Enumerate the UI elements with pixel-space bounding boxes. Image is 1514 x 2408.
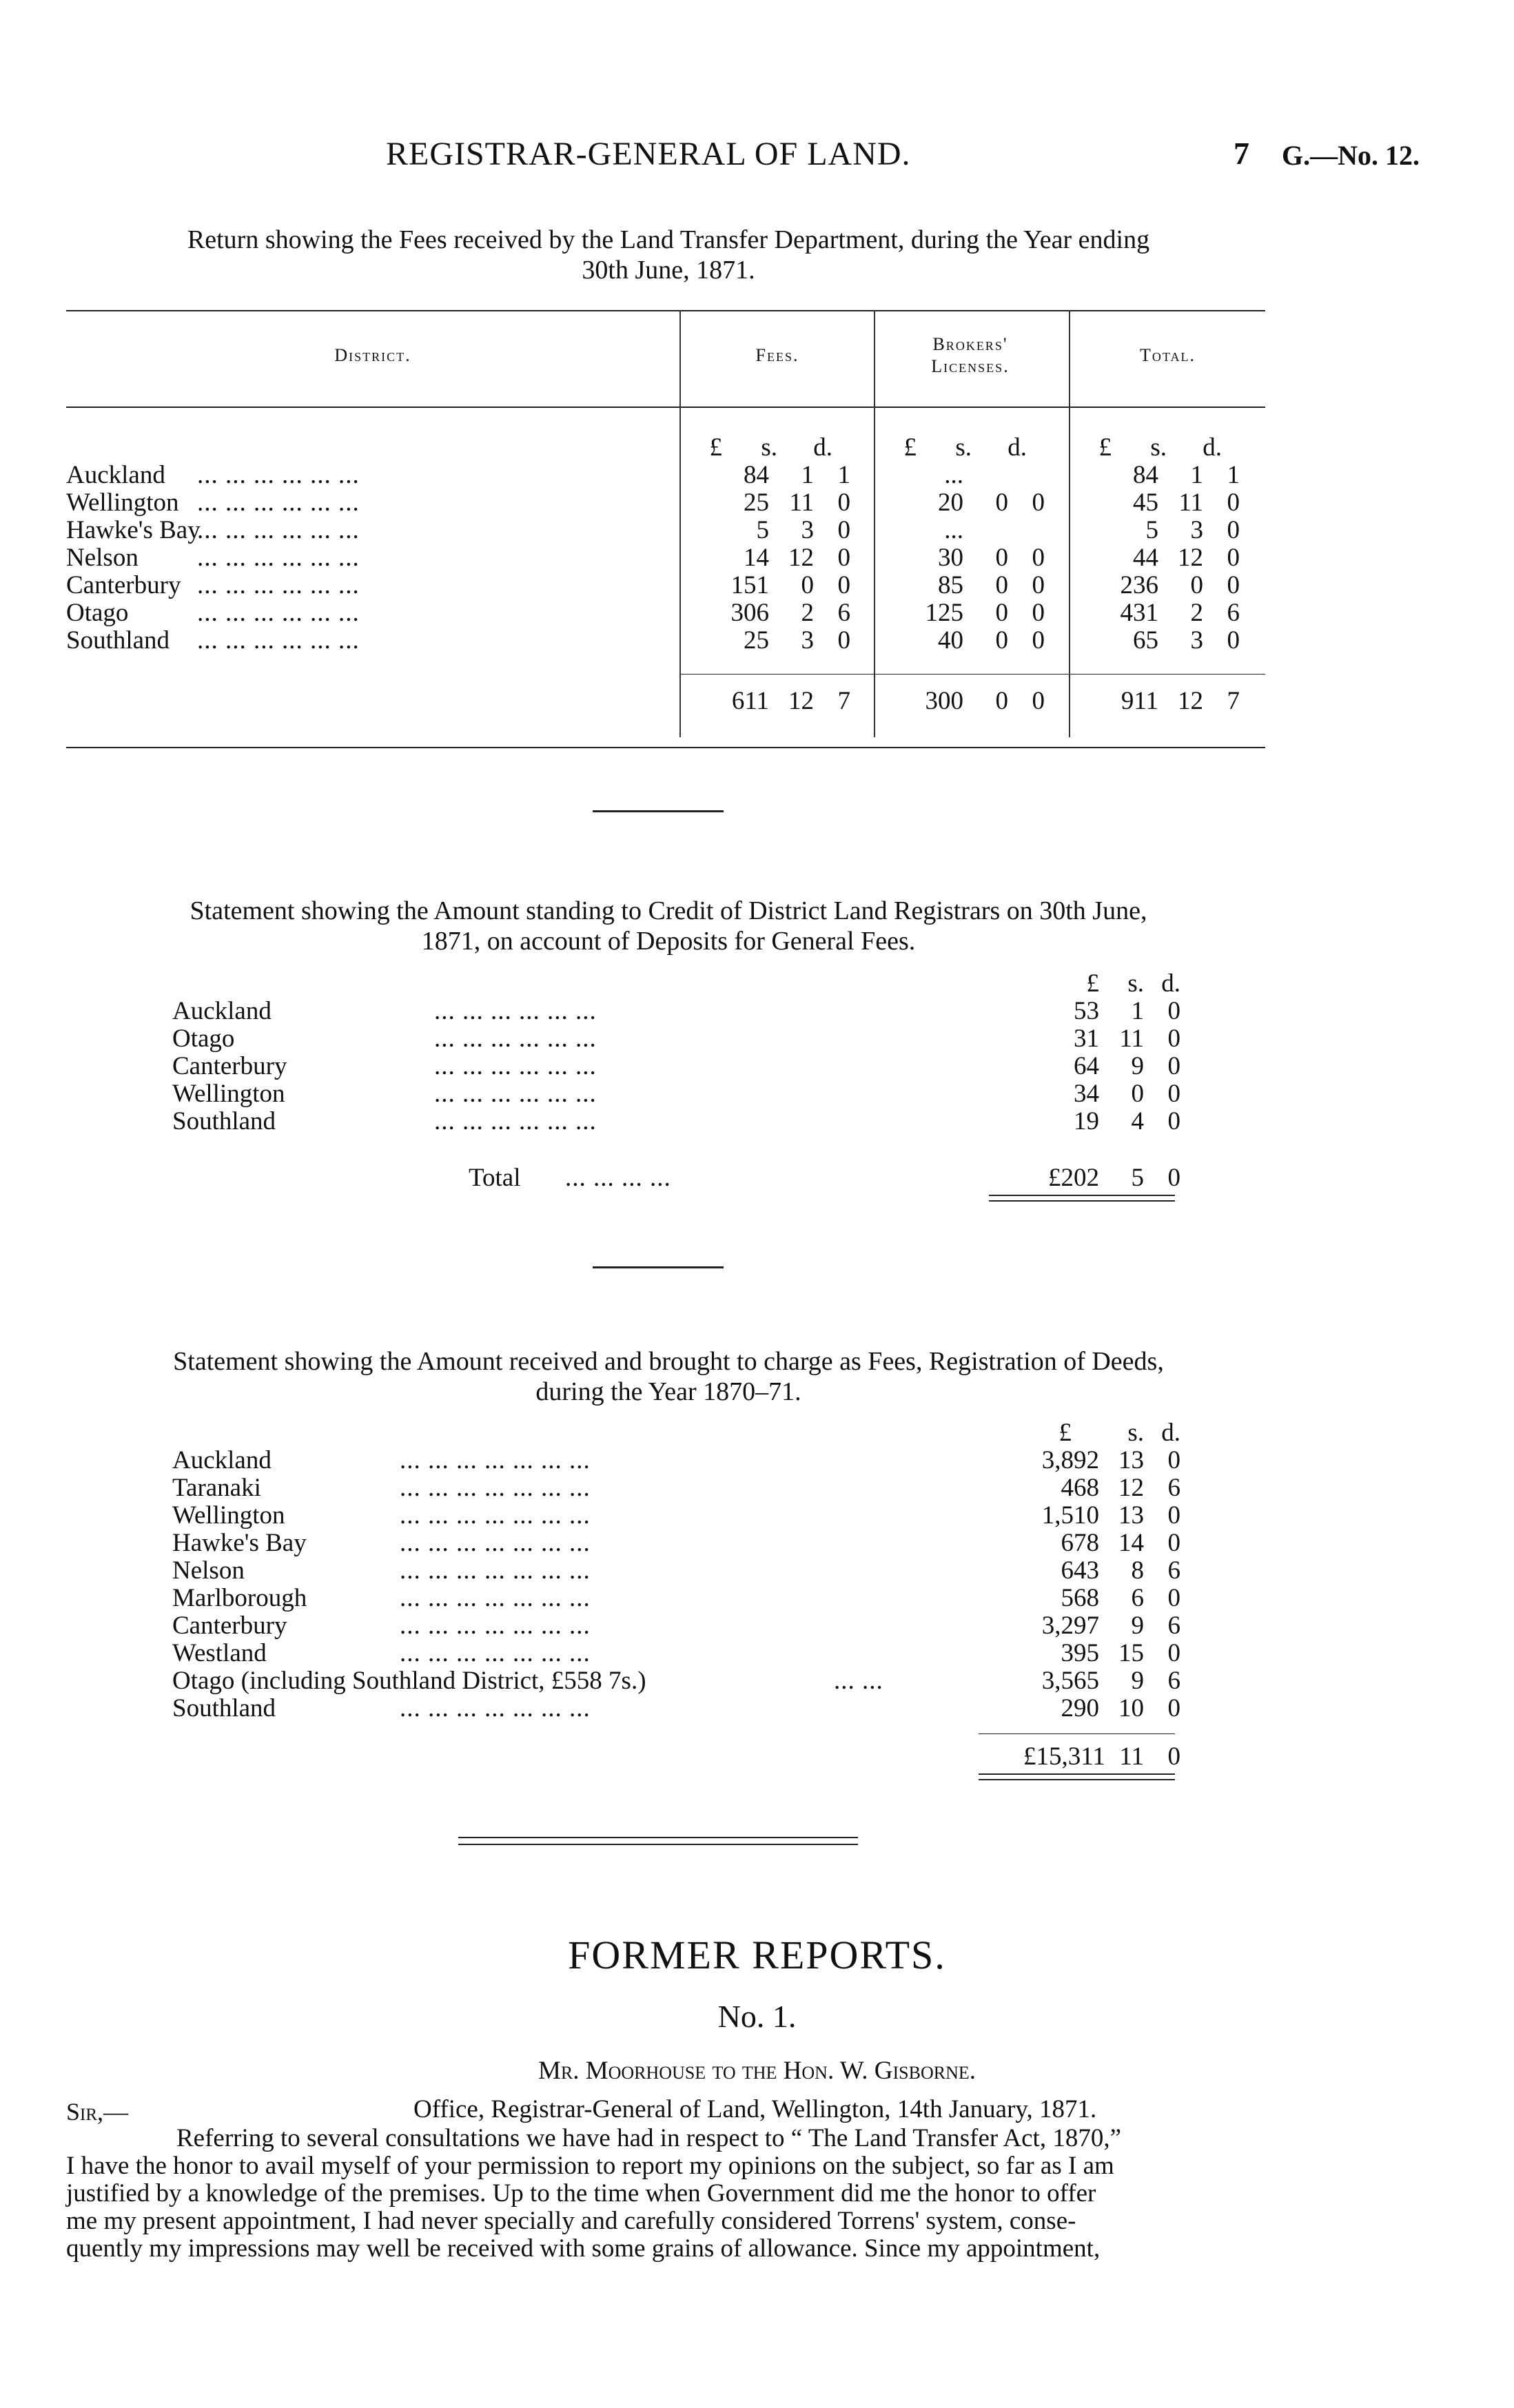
- district-name: Auckland: [172, 1446, 272, 1474]
- brokers-licenses-shillings: 0: [995, 599, 1008, 627]
- brokers-licenses-pounds: ...: [944, 461, 963, 489]
- deposits-caption-line2: 1871, on account of Deposits for General Fees.: [421, 927, 916, 956]
- deeds-total-shillings: 11: [1119, 1742, 1144, 1771]
- unit-label-l: £: [1098, 433, 1112, 462]
- amount-pounds: 3,892: [1041, 1446, 1099, 1474]
- brokers-licenses-pounds: 20: [938, 488, 963, 517]
- letter-address: Office, Registrar-General of Land, Wellington, 14th January, 1871.: [413, 2095, 1097, 2123]
- total-pence: 0: [1227, 488, 1240, 517]
- amount-pence: 6: [1167, 1612, 1180, 1640]
- amount-pounds: 3,565: [1041, 1667, 1099, 1695]
- district-name: Canterbury: [172, 1612, 287, 1640]
- fees-pounds: 25: [744, 488, 769, 517]
- total-pence: 0: [1227, 516, 1240, 544]
- amount-shillings: 12: [1118, 1474, 1144, 1502]
- brokers-licenses-shillings: 0: [995, 571, 1008, 599]
- amount-pence: 0: [1167, 997, 1180, 1025]
- fees-shillings: 2: [801, 599, 814, 627]
- total-shillings: 3: [1190, 626, 1203, 655]
- fees-pounds: 151: [730, 571, 769, 599]
- amount-pence: 6: [1167, 1474, 1180, 1502]
- district-name: Otago: [172, 1025, 235, 1053]
- deeds-caption-line1: Statement showing the Amount received and brought to charge as Fees, Registration of Deeds,: [173, 1347, 1164, 1376]
- amount-pence: 0: [1167, 1446, 1180, 1474]
- district-name: Canterbury: [66, 571, 181, 599]
- total-underline: [979, 1773, 1175, 1775]
- amount-pounds: 290: [1061, 1694, 1099, 1722]
- fees-shillings: 1: [801, 461, 814, 489]
- brokers-licenses-shillings: 0: [995, 544, 1008, 572]
- amount-pence: 0: [1167, 1639, 1180, 1667]
- deeds-caption: [76, 1346, 1261, 1407]
- section-divider: [593, 1266, 724, 1268]
- leader-dots: ... ... ... ... ... ... ...: [400, 1556, 591, 1585]
- district-name: Wellington: [172, 1080, 285, 1108]
- amount-shillings: 13: [1118, 1446, 1144, 1474]
- fees-shillings: 3: [801, 516, 814, 544]
- total-pence: 6: [1227, 599, 1240, 627]
- fees-total-shillings: 12: [788, 687, 814, 715]
- deposits-caption-line1: Statement showing the Amount standing to Credit of District Land Registrars on 30th June,: [190, 896, 1147, 925]
- district-name: Otago (including Southland District, £558 7s.): [172, 1667, 646, 1695]
- fees-shillings: 12: [788, 544, 814, 572]
- deeds-total-pounds: £15,311: [1023, 1742, 1105, 1771]
- amount-pence: 0: [1167, 1052, 1180, 1080]
- amount-shillings: 8: [1131, 1556, 1144, 1585]
- leader-dots: ... ... ... ... ... ... ...: [400, 1529, 591, 1557]
- unit-label-l: £: [1086, 969, 1099, 998]
- total-shillings: 12: [1178, 544, 1203, 572]
- letter-line: I have the honor to avail myself of your permission to report my opinions on the subject, so far as I am: [66, 2152, 1114, 2180]
- brokers-licenses-pounds: 125: [925, 599, 963, 627]
- amount-pounds: 3,297: [1041, 1612, 1099, 1640]
- unit-label-s: s.: [955, 433, 972, 462]
- total-underline: [979, 1779, 1175, 1780]
- fees-pounds: 5: [756, 516, 769, 544]
- fees-shillings: 11: [789, 488, 814, 517]
- amount-pounds: 53: [1074, 997, 1099, 1025]
- leader-dots: ... ... ... ... ... ... ...: [400, 1639, 591, 1667]
- amount-shillings: 0: [1131, 1080, 1144, 1108]
- unit-label-s: s.: [761, 433, 777, 462]
- amount-shillings: 10: [1118, 1694, 1144, 1722]
- leader-dots: ... ... ... ...: [565, 1164, 671, 1192]
- section-divider-double-bottom: [458, 1844, 858, 1845]
- amount-shillings: 13: [1118, 1501, 1144, 1530]
- leader-dots: ... ... ... ... ... ...: [434, 1080, 597, 1108]
- amount-pounds: 31: [1074, 1025, 1099, 1053]
- fees-pounds: 14: [744, 544, 769, 572]
- page-title: REGISTRAR-GENERAL OF LAND.: [386, 136, 911, 172]
- brokers-licenses-pence: 0: [1032, 599, 1045, 627]
- fees-pence: 6: [837, 599, 850, 627]
- district-name: Taranaki: [172, 1474, 261, 1502]
- fees-pence: 0: [837, 544, 850, 572]
- amount-pence: 0: [1167, 1107, 1180, 1135]
- district-name: Otago: [66, 599, 129, 627]
- district-name: Southland: [66, 626, 170, 655]
- fees-pence: 1: [837, 461, 850, 489]
- unit-label-d: d.: [813, 433, 832, 462]
- letter-line: me my present appointment, I had never specially and carefully considered Torrens' system, conse-: [66, 2207, 1076, 2235]
- return-caption-line2: 30th June, 1871.: [582, 256, 755, 285]
- total-underline: [989, 1200, 1175, 1202]
- column-header-fees: Fees.: [755, 345, 799, 365]
- brokers-total-shillings: 0: [995, 687, 1008, 715]
- former-reports-title: FORMER REPORTS.: [568, 1933, 946, 1977]
- leader-dots: ... ... ... ... ... ...: [197, 516, 360, 544]
- total-shillings: 0: [1190, 571, 1203, 599]
- fees-pounds: 25: [744, 626, 769, 655]
- salutation: Sir,—: [66, 2098, 129, 2126]
- amount-pounds: 678: [1061, 1529, 1099, 1557]
- fees-pence: 0: [837, 571, 850, 599]
- leader-dots: ... ... ... ... ... ...: [434, 997, 597, 1025]
- deeds-table: [172, 1419, 1180, 1805]
- report-number: No. 1.: [717, 1999, 797, 2034]
- brokers-licenses-pounds: ...: [944, 516, 963, 544]
- leader-dots: ... ... ... ... ... ...: [434, 1107, 597, 1135]
- deeds-caption-line2: during the Year 1870–71.: [535, 1377, 801, 1406]
- brokers-licenses-pence: [969, 462, 1045, 489]
- district-name: Canterbury: [172, 1052, 287, 1080]
- leader-dots: ... ...: [834, 1667, 883, 1695]
- total-pence: 0: [1227, 571, 1240, 599]
- amount-shillings: 9: [1131, 1612, 1144, 1640]
- amount-pence: 6: [1167, 1556, 1180, 1585]
- total-shillings: 3: [1190, 516, 1203, 544]
- leader-dots: ... ... ... ... ... ... ...: [400, 1612, 591, 1640]
- brokers-licenses-pence: 0: [1032, 626, 1045, 655]
- deposits-total-shillings: 5: [1131, 1164, 1144, 1192]
- leader-dots: ... ... ... ... ... ... ...: [400, 1584, 591, 1612]
- amount-pounds: 1,510: [1041, 1501, 1099, 1530]
- district-name: Wellington: [66, 488, 179, 517]
- district-name: Marlborough: [172, 1584, 307, 1612]
- total-pounds: 236: [1120, 571, 1158, 599]
- amount-pence: 0: [1167, 1529, 1180, 1557]
- amount-shillings: 14: [1118, 1529, 1144, 1557]
- brokers-licenses-pounds: 40: [938, 626, 963, 655]
- total-pounds: 44: [1133, 544, 1158, 572]
- amount-shillings: 9: [1131, 1052, 1144, 1080]
- total-pence: 0: [1227, 544, 1240, 572]
- brokers-licenses-pence: [969, 517, 1045, 544]
- unit-label-s: s.: [1150, 433, 1167, 462]
- brokers-licenses-pounds: 85: [938, 571, 963, 599]
- leader-dots: ... ... ... ... ... ...: [197, 626, 360, 655]
- column-header-brokers-licenses: Brokers' Licenses.: [931, 334, 1010, 376]
- column-header-district: District.: [334, 345, 411, 365]
- return-caption: [76, 225, 1261, 285]
- leader-dots: ... ... ... ... ... ...: [197, 571, 360, 599]
- total-shillings: 2: [1190, 599, 1203, 627]
- district-name: Southland: [172, 1107, 276, 1135]
- amount-pence: 0: [1167, 1584, 1180, 1612]
- deposits-table: [172, 969, 1180, 1204]
- fees-shillings: 0: [801, 571, 814, 599]
- leader-dots: ... ... ... ... ... ...: [197, 461, 360, 489]
- leader-dots: ... ... ... ... ... ... ...: [400, 1446, 591, 1474]
- total-pounds: 431: [1120, 599, 1158, 627]
- district-name: Nelson: [172, 1556, 245, 1585]
- amount-pounds: 468: [1061, 1474, 1099, 1502]
- leader-dots: ... ... ... ... ... ... ...: [400, 1501, 591, 1530]
- leader-dots: ... ... ... ... ... ...: [434, 1052, 597, 1080]
- unit-label-s: s.: [1127, 969, 1144, 998]
- column-header-total: Total.: [1140, 345, 1196, 365]
- amount-pence: 0: [1167, 1501, 1180, 1530]
- grand-total-pounds: 911: [1121, 687, 1158, 715]
- unit-label-d: d.: [1203, 433, 1222, 462]
- brokers-licenses-pence: 0: [1032, 544, 1045, 572]
- amount-pounds: 19: [1074, 1107, 1099, 1135]
- leader-dots: ... ... ... ... ... ... ...: [400, 1474, 591, 1502]
- total-pounds: 84: [1133, 461, 1158, 489]
- units-row: [66, 434, 1265, 462]
- leader-dots: ... ... ... ... ... ...: [434, 1025, 597, 1053]
- total-pounds: 45: [1133, 488, 1158, 517]
- deeds-total-pence: 0: [1167, 1742, 1180, 1771]
- fees-pounds: 306: [730, 599, 769, 627]
- district-name: Wellington: [172, 1501, 285, 1530]
- leader-dots: ... ... ... ... ... ...: [197, 488, 360, 517]
- amount-pounds: 34: [1074, 1080, 1099, 1108]
- district-name: Hawke's Bay: [66, 516, 201, 544]
- amount-shillings: 6: [1131, 1584, 1144, 1612]
- unit-label-d: d.: [1161, 1419, 1180, 1447]
- letter-line: Referring to several consultations we have had in respect to “ The Land Transfer Act, 1870,”: [176, 2124, 1122, 2152]
- total-pounds: 5: [1145, 516, 1158, 544]
- brokers-licenses-shillings: 0: [995, 626, 1008, 655]
- amount-shillings: 4: [1131, 1107, 1144, 1135]
- brokers-licenses-pounds: 30: [938, 544, 963, 572]
- amount-shillings: 15: [1118, 1639, 1144, 1667]
- total-shillings: 1: [1190, 461, 1203, 489]
- fees-pence: 0: [837, 626, 850, 655]
- leader-dots: ... ... ... ... ... ... ...: [400, 1694, 591, 1722]
- letter-line: quently my impressions may well be received with some grains of allowance. Since my appointment,: [66, 2234, 1101, 2263]
- fees-pence: 0: [837, 488, 850, 517]
- fees-total-pounds: 611: [731, 687, 769, 715]
- fees-total-pence: 7: [837, 687, 850, 715]
- amount-shillings: 9: [1131, 1667, 1144, 1695]
- district-name: Auckland: [172, 997, 272, 1025]
- deposits-total-pounds: £202: [1048, 1164, 1099, 1192]
- leader-dots: ... ... ... ... ... ...: [197, 544, 360, 572]
- amount-pounds: 64: [1074, 1052, 1099, 1080]
- amount-pounds: 643: [1061, 1556, 1099, 1585]
- section-divider: [593, 810, 724, 812]
- fees-shillings: 3: [801, 626, 814, 655]
- brokers-licenses-shillings: 0: [995, 488, 1008, 517]
- unit-label-s: s.: [1127, 1419, 1144, 1447]
- deposits-caption: [76, 896, 1261, 956]
- report-from-to: Mr. Moorhouse to the Hon. W. Gisborne.: [538, 2057, 976, 2085]
- district-name: Hawke's Bay: [172, 1529, 307, 1557]
- total-overline: [979, 1733, 1175, 1734]
- district-name: Southland: [172, 1694, 276, 1722]
- district-name: Auckland: [66, 461, 165, 489]
- unit-label-d: d.: [1161, 969, 1180, 998]
- grand-total-shillings: 12: [1178, 687, 1203, 715]
- amount-pence: 0: [1167, 1694, 1180, 1722]
- amount-shillings: 1: [1131, 997, 1144, 1025]
- fees-pounds: 84: [744, 461, 769, 489]
- amount-pounds: 395: [1061, 1639, 1099, 1667]
- total-pence: 0: [1227, 626, 1240, 655]
- page-number: 7: [1234, 136, 1249, 171]
- amount-pence: 6: [1167, 1667, 1180, 1695]
- district-name: Nelson: [66, 544, 139, 572]
- total-pounds: 65: [1133, 626, 1158, 655]
- district-name: Westland: [172, 1639, 267, 1667]
- amount-shillings: 11: [1119, 1025, 1144, 1053]
- letter-body: [66, 2125, 1265, 2263]
- amount-pence: 0: [1167, 1080, 1180, 1108]
- grand-total-pence: 7: [1227, 687, 1240, 715]
- document-reference: G.—No. 12.: [1282, 140, 1420, 171]
- brokers-licenses-pence: 0: [1032, 571, 1045, 599]
- fees-pence: 0: [837, 516, 850, 544]
- deposits-total-pence: 0: [1167, 1164, 1180, 1192]
- return-table: [66, 310, 1265, 751]
- unit-label-d: d.: [1007, 433, 1027, 462]
- return-totals-row: [66, 688, 1265, 718]
- leader-dots: ... ... ... ... ... ...: [197, 599, 360, 627]
- total-shillings: 11: [1178, 488, 1203, 517]
- unit-label-l: £: [903, 433, 917, 462]
- brokers-total-pounds: 300: [925, 687, 963, 715]
- unit-label-l: £: [1058, 1419, 1072, 1447]
- letter-line: justified by a knowledge of the premises. Up to the time when Government did me the honor to offer: [66, 2179, 1096, 2208]
- unit-label-l: £: [709, 433, 722, 462]
- total-pence: 1: [1227, 461, 1240, 489]
- total-underline: [989, 1195, 1175, 1196]
- return-caption-line1: Return showing the Fees received by the Land Transfer Department, during the Year ending: [187, 225, 1150, 254]
- total-label: Total: [469, 1164, 521, 1192]
- brokers-licenses-pence: 0: [1032, 488, 1045, 517]
- brokers-total-pence: 0: [1032, 687, 1045, 715]
- amount-pence: 0: [1167, 1025, 1180, 1053]
- amount-pounds: 568: [1061, 1584, 1099, 1612]
- section-divider-double-top: [458, 1837, 858, 1838]
